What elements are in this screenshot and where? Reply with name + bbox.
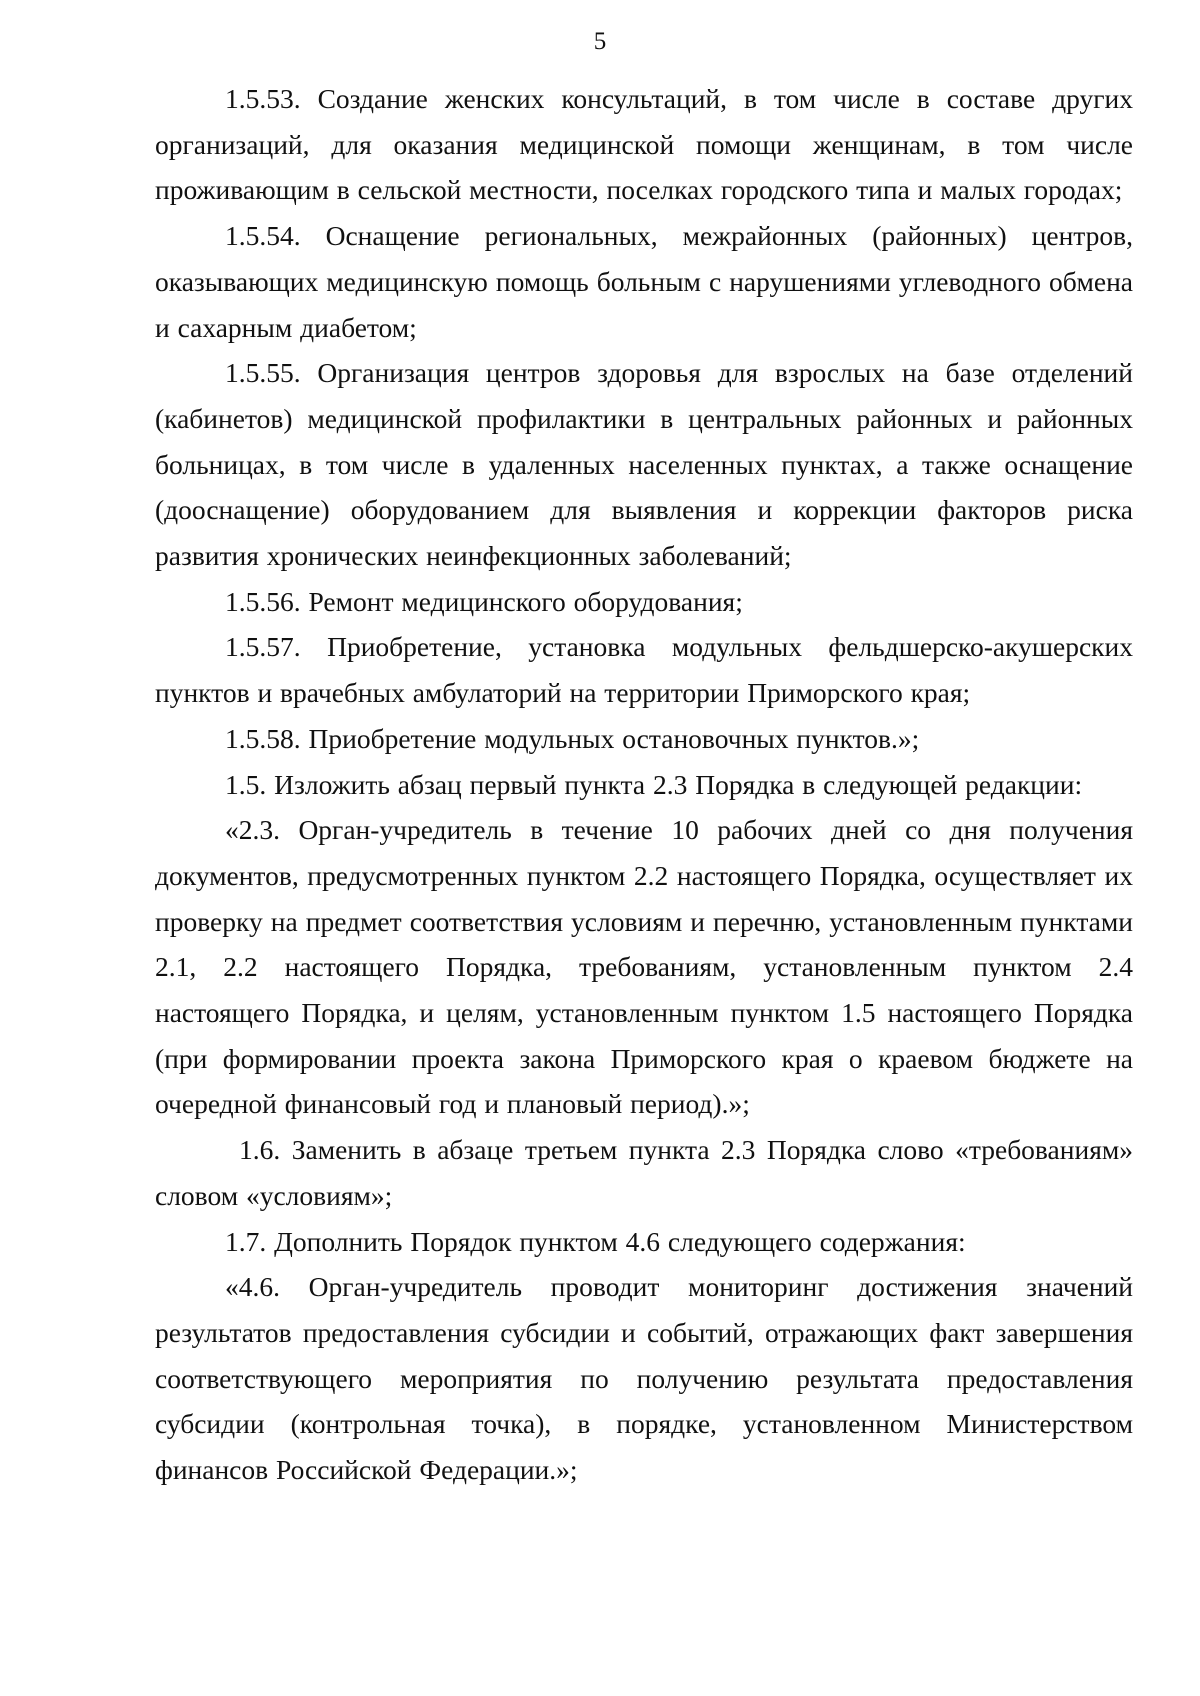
paragraph-1-5-53: 1.5.53. Создание женских консультаций, в том числе в составе других организаций, для оказания медицинской помощи женщинам, в том числе проживающим в сельской местности, поселках городского типа и малых городах; [155, 83, 1133, 206]
paragraph-4-6-quote: «4.6. Орган-учредитель проводит мониторинг достижения значений результатов предоставления субсидии и событий, отражающих факт завершения соответствующего мероприятия по получению результата предоставления субсидии (контрольная точка), в порядке, установленном Министерством финансов Российской Федерации.»; [155, 1271, 1133, 1486]
paragraph-1-5: 1.5. Изложить абзац первый пункта 2.3 Порядка в следующей редакции: [225, 768, 1083, 800]
paragraph-1-5-54: 1.5.54. Оснащение региональных, межрайонных (районных) центров, оказывающих медицинскую помощь больным с нарушениями углеводного обмена и сахарным диабетом; [155, 220, 1133, 343]
paragraph-1-5-58: 1.5.58. Приобретение модульных остановочных пунктов.»; [225, 722, 920, 754]
paragraph-1-5-57: 1.5.57. Приобретение, установка модульных фельдшерско-акушерских пунктов и врачебных амбулаторий на территории Приморского края; [155, 631, 1133, 709]
document-body [155, 76, 1133, 1493]
page-number: 5 [593, 28, 607, 55]
paragraph-1-6: 1.6. Заменить в абзаце третьем пункта 2.3 Порядка слово «требованиям» словом «условиям»; [155, 1134, 1133, 1211]
paragraph-1-7: 1.7. Дополнить Порядок пунктом 4.6 следующего содержания: [225, 1225, 966, 1257]
paragraph-2-3-quote: «2.3. Орган-учредитель в течение 10 рабочих дней со дня получения документов, предусмотренных пунктом 2.2 настоящего Порядка, осуществляет их проверку на предмет соответствия условиям и перечню, установленным пунктами 2.1, 2.2 настоящего Порядка, требованиям, установленным пунктом 2.4 настоящего Порядка, и целям, установленным пунктом 1.5 настоящего Порядка (при формировании проекта закона Приморского края о краевом бюджете на очередной финансовый год и плановый период).»; [155, 814, 1133, 1120]
paragraph-1-5-56: 1.5.56. Ремонт медицинского оборудования; [225, 585, 743, 617]
paragraph-1-5-55: 1.5.55. Организация центров здоровья для взрослых на базе отделений (кабинетов) медицинской профилактики в центральных районных и районных больницах, в том числе в удаленных населенных пунктах, а также оснащение (дооснащение) оборудованием для выявления и коррекции факторов риска развития хронических неинфекционных заболеваний; [155, 357, 1133, 572]
